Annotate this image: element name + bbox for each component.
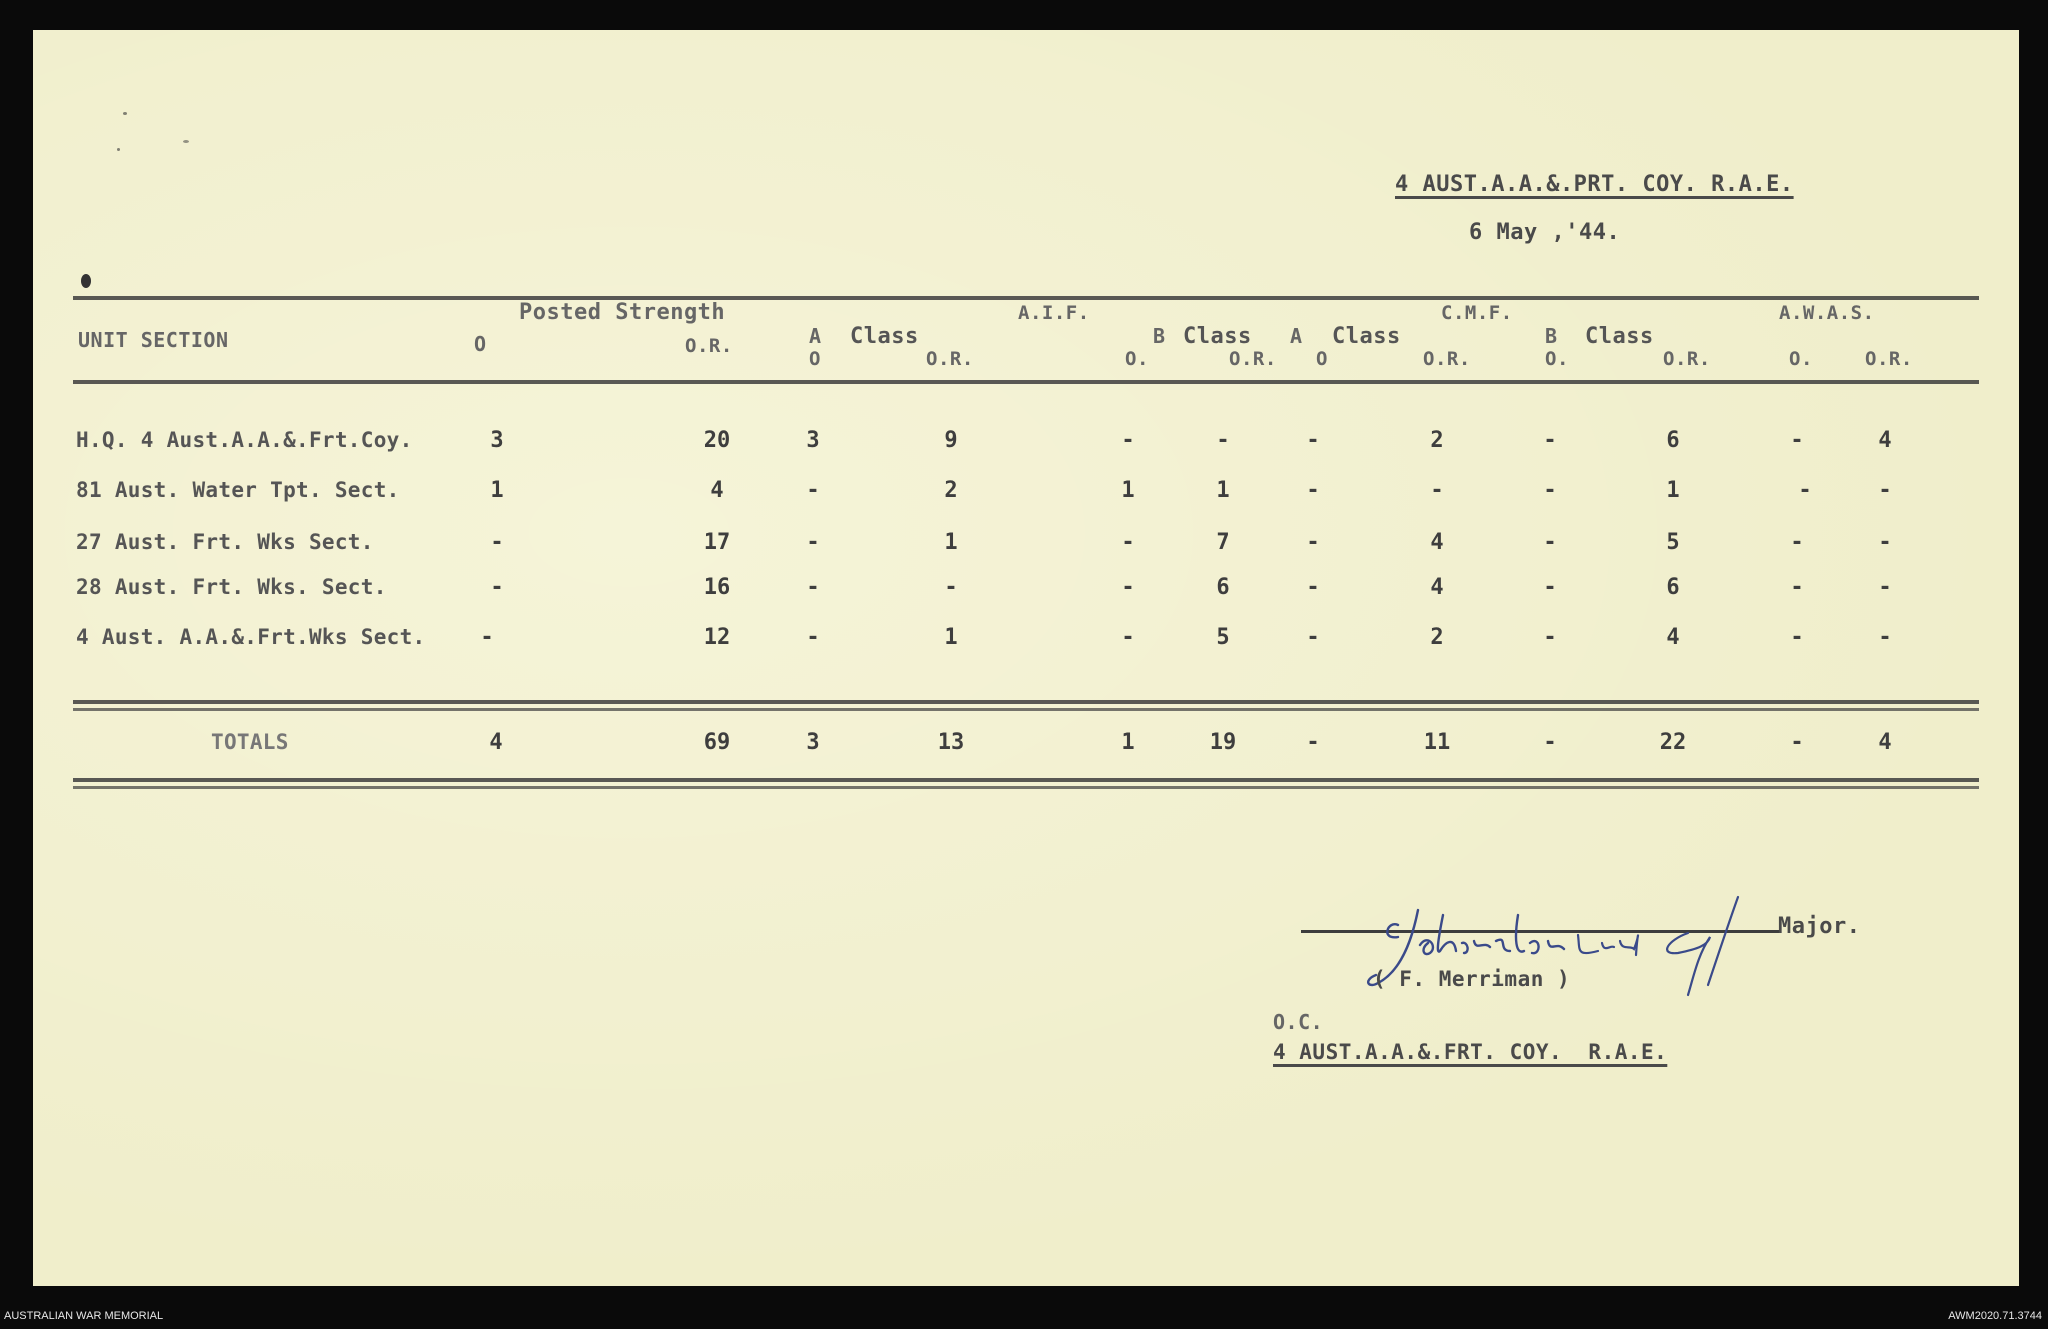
header-aif-a: A: [809, 324, 822, 348]
total-cmf-a-or: 11: [1423, 730, 1451, 755]
cell-aif-a-o: 3: [806, 428, 820, 453]
total-aif-b-or: 19: [1209, 730, 1237, 755]
header-awas: A.W.A.S.: [1779, 302, 1875, 324]
cell-o: 3: [490, 428, 504, 453]
total-aif-b-o: 1: [1121, 730, 1135, 755]
header-aif-a-or: O.R.: [926, 348, 974, 370]
cell-cmf-a-o: -: [1306, 428, 1320, 453]
header-cmf-b: B: [1545, 324, 1558, 348]
header-aif: A.I.F.: [1018, 302, 1090, 324]
header-cmf-b-class: Class: [1585, 324, 1654, 349]
cell-aif-a-or: -: [944, 575, 958, 600]
cell-aif-b-or: 6: [1216, 575, 1230, 600]
oc-unit: 4 AUST.A.A.&.FRT. COY. R.A.E.: [1273, 1040, 1668, 1064]
cell-o: -: [480, 625, 494, 650]
totals-top-rule-2: [73, 708, 1979, 711]
total-cmf-b-or: 22: [1659, 730, 1687, 755]
cell-aif-b-o: -: [1121, 530, 1135, 555]
header-cmf: C.M.F.: [1441, 302, 1513, 324]
cell-aif-a-or: 1: [944, 625, 958, 650]
total-awas-or: 4: [1878, 730, 1892, 755]
cell-cmf-b-or: 1: [1666, 478, 1680, 503]
total-o: 4: [489, 730, 503, 755]
header-aif-b-class: Class: [1183, 324, 1252, 349]
cell-awas-or: -: [1878, 625, 1892, 650]
header-cmf-b-o: O.: [1545, 348, 1569, 370]
header-cmf-a-o: O: [1316, 348, 1328, 370]
ink-speck: [117, 148, 120, 151]
cell-cmf-b-o: -: [1543, 428, 1557, 453]
total-or: 69: [703, 730, 731, 755]
header-aif-b-o: O.: [1125, 348, 1149, 370]
totals-bottom-rule-2: [73, 786, 1979, 789]
row-label: 81 Aust. Water Tpt. Sect.: [76, 478, 400, 502]
cell-awas-or: -: [1878, 478, 1892, 503]
header-awas-or: O.R.: [1865, 348, 1913, 370]
document-date: 6 May ,'44.: [1469, 220, 1621, 245]
cell-cmf-b-o: -: [1543, 575, 1557, 600]
cell-aif-a-o: -: [806, 575, 820, 600]
cell-aif-b-o: -: [1121, 575, 1135, 600]
totals-label: TOTALS: [211, 730, 289, 754]
row-label: H.Q. 4 Aust.A.A.&.Frt.Coy.: [76, 428, 413, 452]
cell-cmf-b-or: 4: [1666, 625, 1680, 650]
header-or: O.R.: [685, 335, 733, 357]
cell-aif-b-or: 5: [1216, 625, 1230, 650]
header-aif-b: B: [1153, 324, 1166, 348]
totals-row: [33, 730, 2019, 760]
header-cmf-a-or: O.R.: [1423, 348, 1471, 370]
cell-aif-b-o: -: [1121, 625, 1135, 650]
cell-aif-a-o: -: [806, 478, 820, 503]
cell-cmf-a-or: 4: [1430, 530, 1444, 555]
header-aif-a-o: O: [809, 348, 821, 370]
cell-cmf-b-or: 5: [1666, 530, 1680, 555]
table-top-rule: [73, 296, 1979, 300]
document-page: [33, 30, 2019, 1286]
cell-awas-or: -: [1878, 575, 1892, 600]
table-row: [33, 428, 2019, 458]
cell-cmf-a-o: -: [1306, 625, 1320, 650]
cell-cmf-b-or: 6: [1666, 428, 1680, 453]
archive-credit: AUSTRALIAN WAR MEMORIAL: [4, 1310, 164, 1322]
cell-cmf-a-or: -: [1430, 478, 1444, 503]
header-bottom-rule: [73, 380, 1979, 384]
cell-o: -: [490, 575, 504, 600]
header-posted-strength: Posted Strength: [519, 300, 726, 325]
header-o: O: [474, 332, 487, 356]
cell-or: 16: [703, 575, 731, 600]
row-label: 27 Aust. Frt. Wks Sect.: [76, 530, 374, 554]
total-aif-a-or: 13: [937, 730, 965, 755]
cell-cmf-b-o: -: [1543, 625, 1557, 650]
cell-cmf-a-o: -: [1306, 575, 1320, 600]
table-row: [33, 530, 2019, 560]
cell-or: 17: [703, 530, 731, 555]
cell-awas-or: -: [1878, 530, 1892, 555]
total-awas-o: -: [1790, 730, 1804, 755]
total-cmf-a-o: -: [1306, 730, 1320, 755]
ink-speck: [81, 274, 91, 288]
header-awas-o: O.: [1789, 348, 1813, 370]
oc-label: O.C.: [1273, 1010, 1324, 1034]
cell-cmf-b-o: -: [1543, 478, 1557, 503]
cell-awas-o: -: [1790, 575, 1804, 600]
cell-aif-a-or: 9: [944, 428, 958, 453]
cell-cmf-a-o: -: [1306, 478, 1320, 503]
header-unit-section: UNIT SECTION: [78, 328, 229, 352]
cell-aif-a-or: 2: [944, 478, 958, 503]
header-cmf-a: A: [1290, 324, 1303, 348]
table-row: [33, 478, 2019, 508]
row-label: 28 Aust. Frt. Wks. Sect.: [76, 575, 387, 599]
cell-cmf-a-or: 4: [1430, 575, 1444, 600]
cell-aif-b-or: 7: [1216, 530, 1230, 555]
cell-aif-b-o: 1: [1121, 478, 1135, 503]
cell-awas-o: -: [1790, 530, 1804, 555]
cell-aif-b-o: -: [1121, 428, 1135, 453]
header-aif-b-or: O.R.: [1229, 348, 1277, 370]
cell-or: 20: [703, 428, 731, 453]
cell-or: 4: [710, 478, 724, 503]
cell-cmf-a-or: 2: [1430, 625, 1444, 650]
cell-cmf-a-o: -: [1306, 530, 1320, 555]
row-label: 4 Aust. A.A.&.Frt.Wks Sect.: [76, 625, 426, 649]
cell-awas-or: 4: [1878, 428, 1892, 453]
ink-speck: [183, 140, 189, 143]
ink-speck: [123, 112, 127, 115]
signatory-name: ( F. Merriman ): [1373, 967, 1571, 991]
cell-aif-a-o: -: [806, 530, 820, 555]
signature-rank: Major.: [1778, 914, 1861, 939]
header-cmf-b-or: O.R.: [1663, 348, 1711, 370]
cell-cmf-b-or: 6: [1666, 575, 1680, 600]
cell-aif-a-or: 1: [944, 530, 958, 555]
total-aif-a-o: 3: [806, 730, 820, 755]
cell-aif-b-or: 1: [1216, 478, 1230, 503]
unit-heading: 4 AUST.A.A.&.PRT. COY. R.A.E.: [1395, 172, 1794, 197]
cell-awas-o: -: [1790, 625, 1804, 650]
cell-cmf-b-o: -: [1543, 530, 1557, 555]
totals-top-rule: [73, 700, 1979, 704]
table-row: [33, 625, 2019, 655]
cell-aif-b-or: -: [1216, 428, 1230, 453]
archive-reference: AWM2020.71.3744: [1948, 1310, 2042, 1322]
cell-awas-o: -: [1798, 478, 1812, 503]
cell-or: 12: [703, 625, 731, 650]
table-row: [33, 575, 2019, 605]
cell-cmf-a-or: 2: [1430, 428, 1444, 453]
total-cmf-b-o: -: [1543, 730, 1557, 755]
header-cmf-a-class: Class: [1332, 324, 1401, 349]
header-aif-a-class: Class: [850, 324, 919, 349]
totals-bottom-rule: [73, 778, 1979, 782]
cell-awas-o: -: [1790, 428, 1804, 453]
cell-aif-a-o: -: [806, 625, 820, 650]
cell-o: 1: [490, 478, 504, 503]
cell-o: -: [490, 530, 504, 555]
